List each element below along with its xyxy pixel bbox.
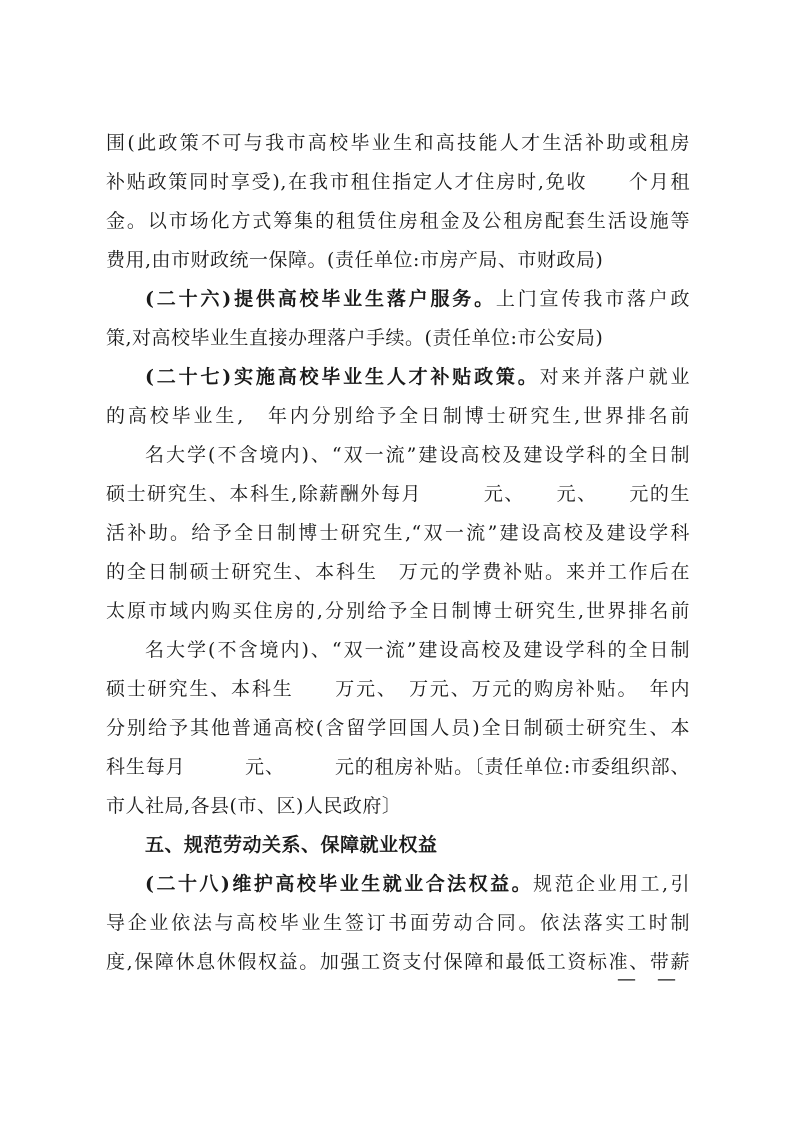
clause-27-line-4: 硕士研究生、本科生,除薪酬外每月 元、 元、 元的生 <box>106 483 690 505</box>
clause-27-line-11: 科生每月 元、 元的租房补贴。〔责任单位:市委组织部、 <box>106 756 690 778</box>
body-line-4: 费用,由市财政统一保障。(责任单位:市房产局、市财政局) <box>106 249 604 271</box>
clause-27-title: (二十七)实施高校毕业生人才补贴政策。 <box>145 366 540 388</box>
clause-26-line-2: 策,对高校毕业生直接办理落户手续。(责任单位:市公安局) <box>106 327 604 349</box>
clause-28-line-2: 导企业依法与高校毕业生签订书面劳动合同。依法落实工时制 <box>106 912 690 934</box>
clause-28-title: (二十八)维护高校毕业生就业合法权益。 <box>145 873 534 895</box>
body-line-3: 金。以市场化方式筹集的租赁住房租金及公租房配套生活设施等 <box>106 210 690 232</box>
body-line-1: 围(此政策不可与我市高校毕业生和高技能人才生活补助或租房 <box>106 132 690 154</box>
clause-27-line-8: 名大学(不含境内)、“双一流”建设高校及建设学科的全日制 <box>145 639 690 661</box>
clause-27-line-1: (二十七)实施高校毕业生人才补贴政策。对来并落户就业 <box>145 366 690 388</box>
clause-26-line-1: (二十六)提供高校毕业生落户服务。上门宣传我市落户政 <box>145 288 690 310</box>
clause-28-line-3: 度,保障休息休假权益。加强工资支付保障和最低工资标准、带薪 <box>106 951 690 973</box>
clause-28-line-1: (二十八)维护高校毕业生就业合法权益。规范企业用工,引 <box>145 873 690 895</box>
body-line-2: 补贴政策同时享受),在我市租住指定人才住房时,免收 个月租 <box>106 171 690 193</box>
clause-27-line-10: 分别给予其他普通高校(含留学回国人员)全日制硕士研究生、本 <box>106 717 690 739</box>
clause-27-line-5: 活补助。给予全日制博士研究生,“双一流”建设高校及建设学科 <box>106 522 690 544</box>
clause-27-line-6: 的全日制硕士研究生、本科生 万元的学费补贴。来并工作后在 <box>106 561 690 583</box>
clause-26-title: (二十六)提供高校毕业生落户服务。 <box>145 288 496 310</box>
clause-27-line-2: 的高校毕业生, 年内分别给予全日制博士研究生,世界排名前 <box>106 405 690 427</box>
clause-27-line-7: 太原市域内购买住房的,分别给予全日制博士研究生,世界排名前 <box>106 600 690 622</box>
clause-27-line-12: 市人社局,各县(市、区)人民政府〕 <box>106 795 402 817</box>
clause-27-line-9: 硕士研究生、本科生 万元、 万元、万元的购房补贴。 年内 <box>106 678 690 700</box>
section-heading-5: 五、规范劳动关系、保障就业权益 <box>145 834 438 856</box>
clause-27-line-3: 名大学(不含境内)、“双一流”建设高校及建设学科的全日制 <box>145 444 690 466</box>
page-number-dashes: — — <box>617 968 678 990</box>
